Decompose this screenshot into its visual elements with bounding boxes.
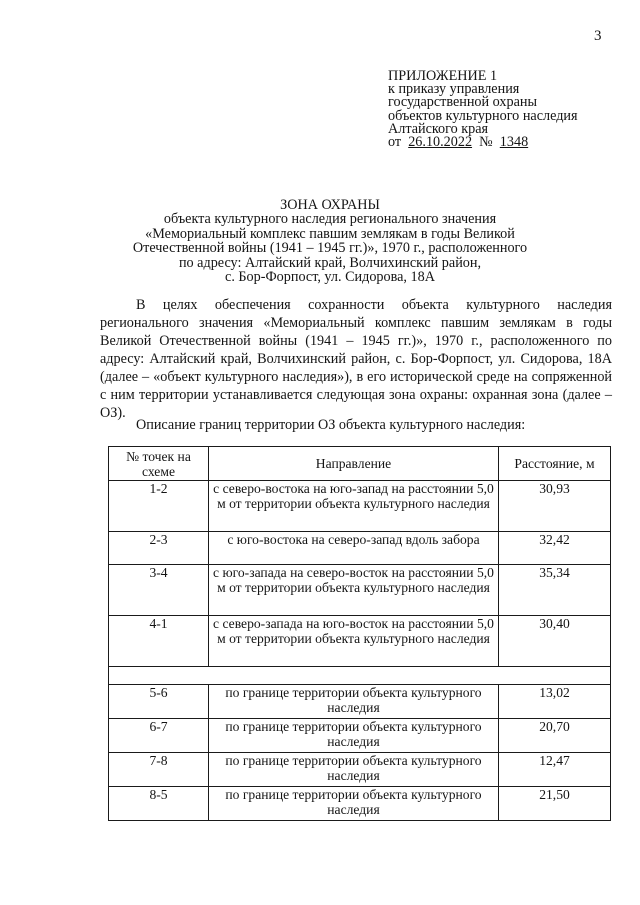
cell-direction: с юго-запада на северо-восток на расстоянии 5,0 м от территории объекта культурного наследия <box>209 565 499 616</box>
order-number: 1348 <box>499 134 529 151</box>
cell-direction: по границе территории объекта культурного наследия <box>209 753 499 787</box>
appendix-block <box>388 70 628 149</box>
header-distance: Расстояние, м <box>499 447 611 481</box>
appendix-line: к приказу управления <box>388 81 520 98</box>
cell-points: 8-5 <box>109 787 209 821</box>
header-direction: Направление <box>209 447 499 481</box>
table-row-spacer <box>109 667 611 685</box>
heading-title: ЗОНА ОХРАНЫ <box>280 197 380 213</box>
heading-line: с. Бор-Форпост, ул. Сидорова, 18А <box>225 269 435 286</box>
appendix-line: Алтайского края <box>388 120 489 137</box>
cell-points: 6-7 <box>109 719 209 753</box>
boundary-table <box>108 446 611 821</box>
cell-points: 5-6 <box>109 685 209 719</box>
appendix-date-line <box>388 136 628 149</box>
heading-block <box>120 198 540 284</box>
number-prefix: № <box>479 134 493 151</box>
cell-points: 3-4 <box>109 565 209 616</box>
cell-points: 4-1 <box>109 616 209 667</box>
appendix-line: государственной охраны <box>388 94 538 111</box>
cell-direction: по границе территории объекта культурного наследия <box>209 719 499 753</box>
cell-points: 2-3 <box>109 532 209 565</box>
cell-direction: с юго-востока на северо-запад вдоль забора <box>209 532 499 565</box>
heading-line: по адресу: Алтайский край, Волчихинский район, <box>178 254 482 271</box>
order-date: 26.10.2022 <box>408 134 473 151</box>
heading-line: объекта культурного наследия регионального значения <box>163 211 497 228</box>
cell-distance: 13,02 <box>499 685 611 719</box>
heading-line: «Мемориальный комплекс павшим землякам в годы Великой <box>145 225 515 242</box>
appendix-line: объектов культурного наследия <box>388 107 578 124</box>
table-row <box>109 565 611 616</box>
cell-direction: с северо-запада на юго-восток на расстоянии 5,0 м от территории объекта культурного наследия <box>209 616 499 667</box>
cell-direction: по границе территории объекта культурного наследия <box>209 685 499 719</box>
header-points: № точек на схеме <box>109 447 209 481</box>
table-row <box>109 787 611 821</box>
cell-distance: 12,47 <box>499 753 611 787</box>
spacer-cell <box>109 667 611 685</box>
cell-distance: 32,42 <box>499 532 611 565</box>
appendix-title: ПРИЛОЖЕНИЕ 1 <box>388 68 498 84</box>
cell-distance: 35,34 <box>499 565 611 616</box>
cell-direction: по границе территории объекта культурного наследия <box>209 787 499 821</box>
cell-distance: 21,50 <box>499 787 611 821</box>
body-text <box>100 296 612 422</box>
table-header-row <box>109 447 611 481</box>
cell-points: 7-8 <box>109 753 209 787</box>
table-row <box>109 481 611 532</box>
body-paragraph: В целях обеспечения сохранности объекта культурного наследия регионального значения «Мемориальный комплекс павшим землякам в годы Великой Отечественной войны (1941 – 1945 гг.)», 1970 г., расположенного по адресу: Алтайский край, Волчихинский район, с. Бор-Форпост, ул. Сидорова, 18А (далее – «объект культурного наследия»), в его исторической среде на сопряженной с ним территории устанавливается следующая зона охраны: охранная зона (далее – ОЗ). <box>100 297 612 421</box>
table-row <box>109 616 611 667</box>
cell-distance: 30,93 <box>499 481 611 532</box>
table-row <box>109 719 611 753</box>
table-row <box>109 685 611 719</box>
cell-direction: с северо-востока на юго-запад на расстоянии 5,0 м от территории объекта культурного наследия <box>209 481 499 532</box>
table-caption: Описание границ территории ОЗ объекта культурного наследия: <box>136 417 526 433</box>
heading-line: Отечественной войны (1941 – 1945 гг.)», 1970 г., расположенного <box>132 240 528 257</box>
date-prefix: от <box>388 134 402 151</box>
table-row <box>109 532 611 565</box>
table-row <box>109 753 611 787</box>
cell-distance: 30,40 <box>499 616 611 667</box>
cell-distance: 20,70 <box>499 719 611 753</box>
page-number: 3 <box>594 28 602 44</box>
cell-points: 1-2 <box>109 481 209 532</box>
